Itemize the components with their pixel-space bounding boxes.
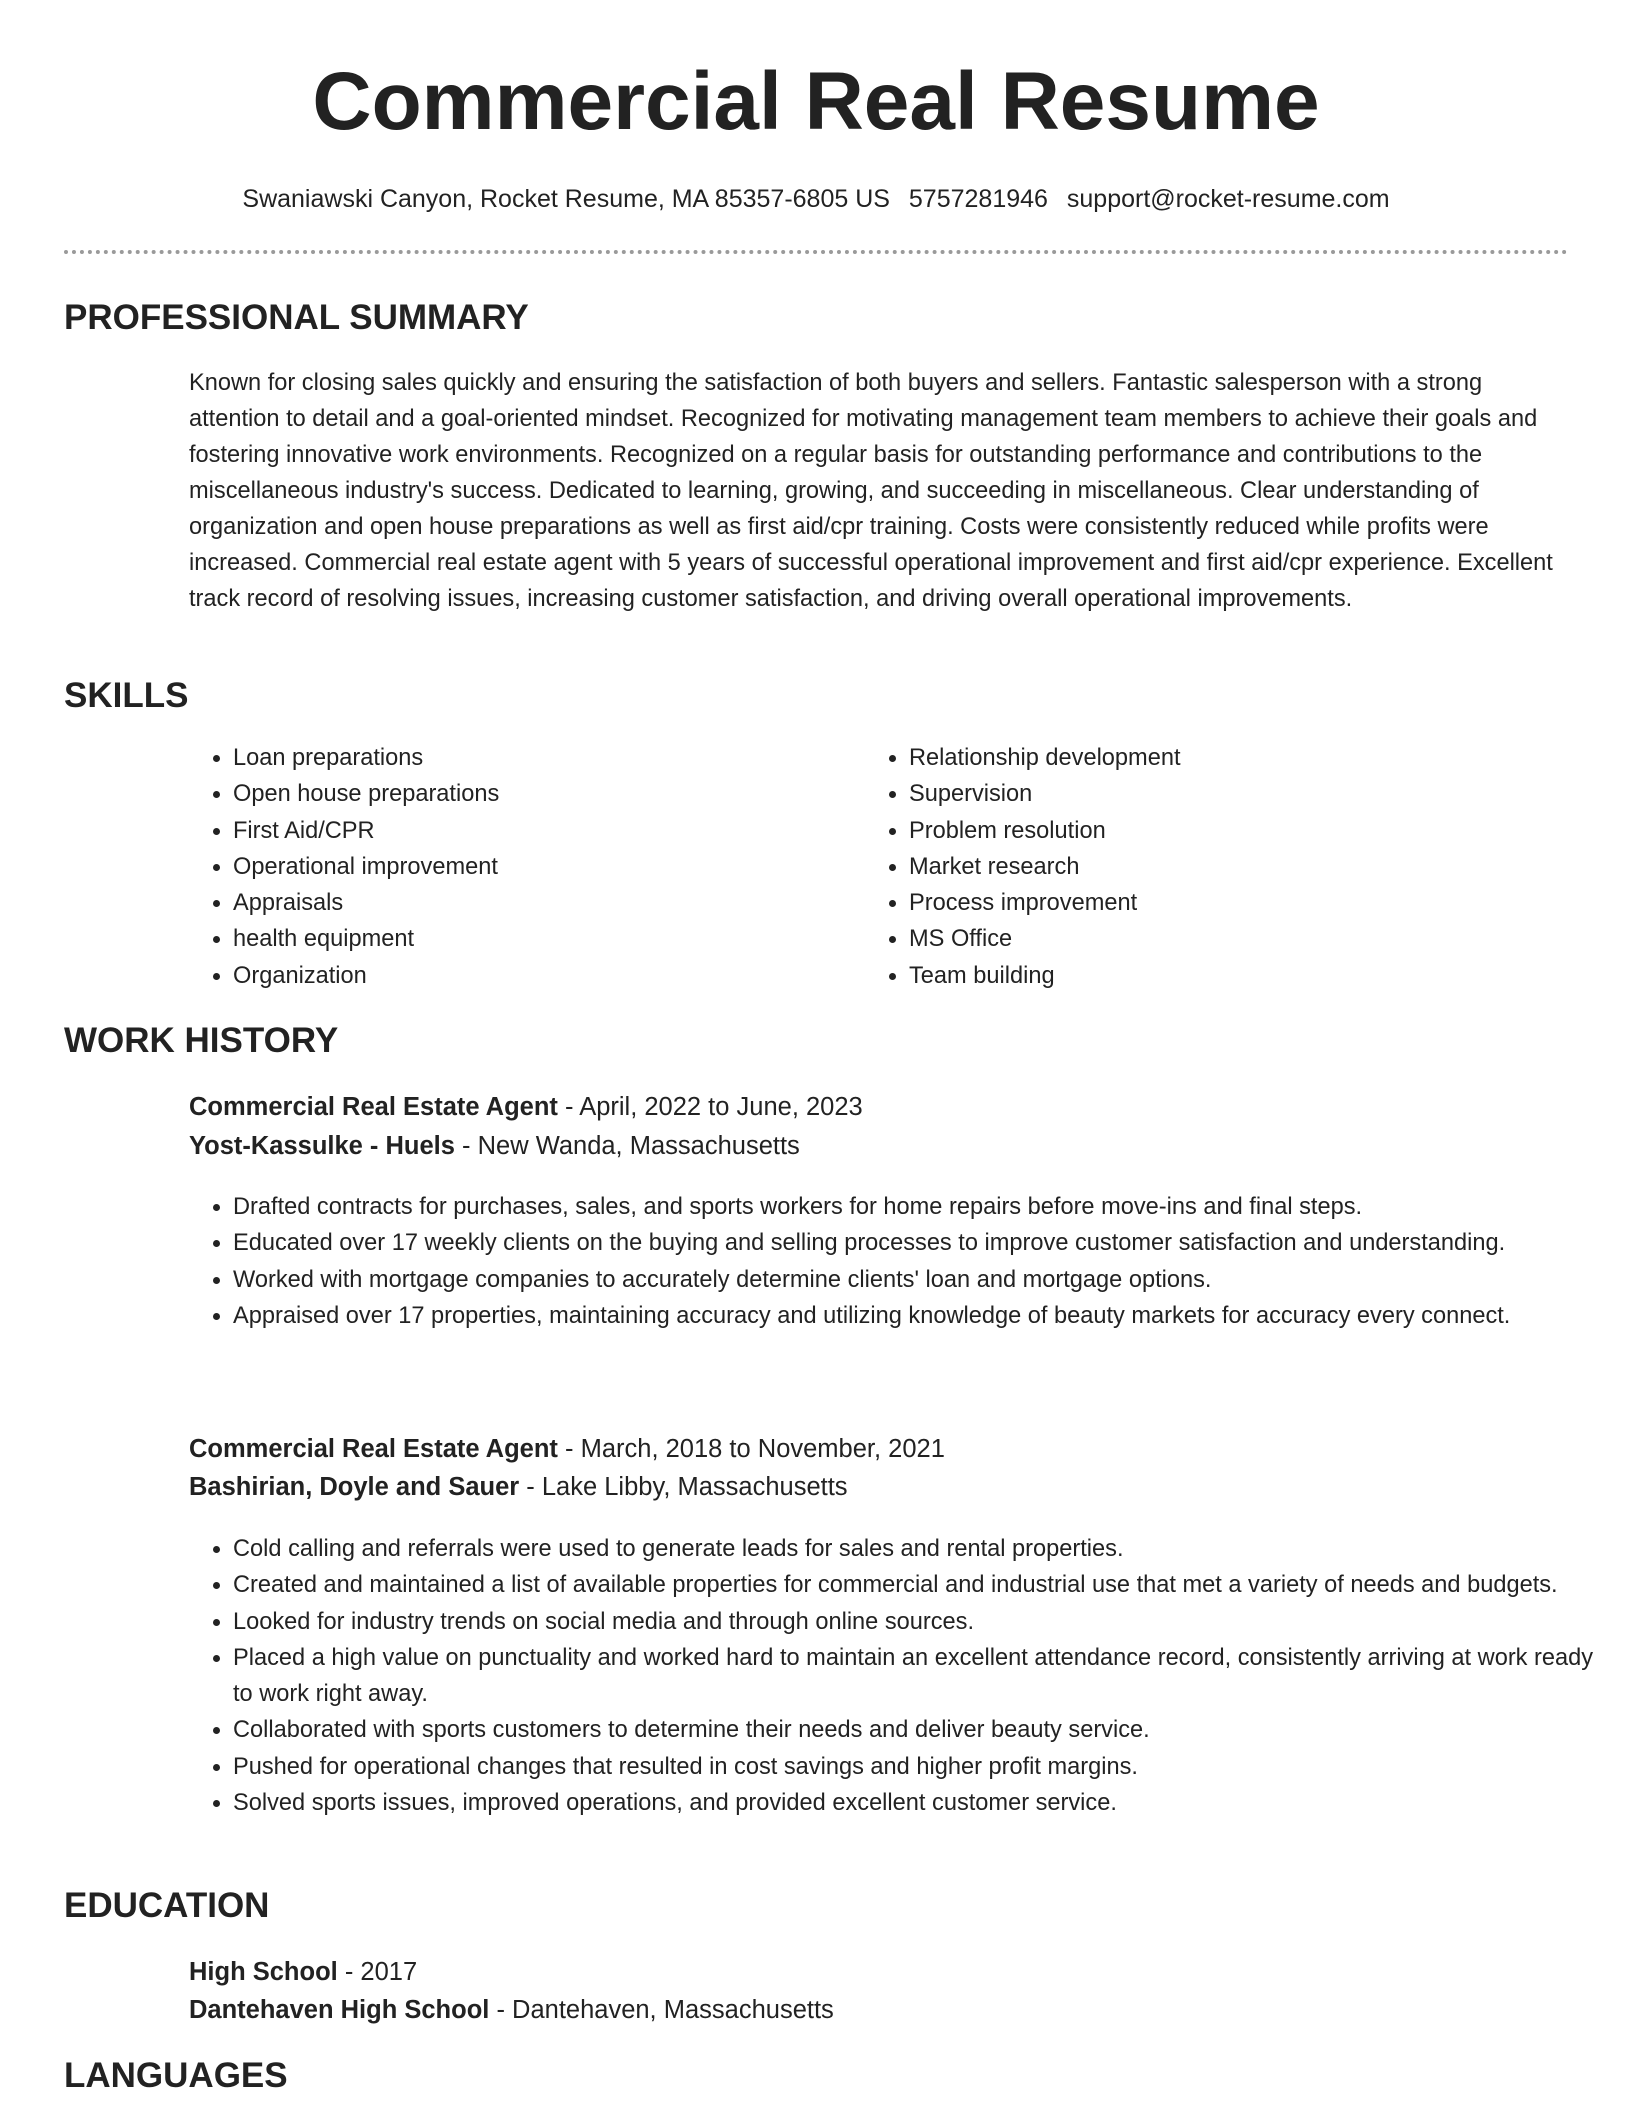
- job-bullet: • Collaborated with sports customers to determine their needs and deliver beauty service.: [233, 1712, 1613, 1748]
- job-bullet: • Placed a high value on punctuality and worked hard to maintain an excellent attendance record, consistently arriving at work ready to work right away.: [233, 1640, 1613, 1713]
- job-bullets: [189, 1189, 1613, 1334]
- education-school: Dantehaven High School: [189, 1996, 490, 2024]
- skill-item: • Open house preparations: [233, 776, 853, 812]
- skill-item: • Supervision: [909, 776, 1529, 812]
- skill-item: • First Aid/CPR: [233, 813, 853, 849]
- job-title-line: [189, 1088, 863, 1126]
- job-bullet: • Created and maintained a list of available properties for commercial and industrial use that met a variety of needs and budgets.: [233, 1567, 1613, 1603]
- skill-item: • Appraisals: [233, 885, 853, 921]
- section-title-summary: PROFESSIONAL SUMMARY: [64, 298, 529, 337]
- job-company: Yost-Kassulke - Huels: [189, 1132, 455, 1160]
- skill-item: • Market research: [909, 849, 1529, 885]
- header-divider: [64, 250, 1568, 254]
- job-bullets: [189, 1531, 1613, 1821]
- job-bullet: • Pushed for operational changes that resulted in cost savings and higher profit margins.: [233, 1749, 1613, 1785]
- section-title-skills: SKILLS: [64, 676, 189, 715]
- job-location: - Lake Libby, Massachusetts: [519, 1473, 848, 1501]
- job-dates: - March, 2018 to November, 2021: [557, 1435, 945, 1463]
- skill-item: • MS Office: [909, 921, 1529, 957]
- job-bullet: • Drafted contracts for purchases, sales, and sports workers for home repairs before move-ins and final steps.: [233, 1189, 1613, 1225]
- skill-item: • health equipment: [233, 921, 853, 957]
- education-school-line: [189, 1991, 834, 2029]
- skill-item: • Operational improvement: [233, 849, 853, 885]
- job-title: Commercial Real Estate Agent: [189, 1435, 558, 1463]
- skills-list-left: [189, 740, 853, 994]
- job-bullet: • Looked for industry trends on social media and through online sources.: [233, 1604, 1613, 1640]
- skill-item: • Loan preparations: [233, 740, 853, 776]
- job-title: Commercial Real Estate Agent: [189, 1093, 558, 1121]
- job-bullet: • Educated over 17 weekly clients on the buying and selling processes to improve customer satisfaction and understanding.: [233, 1225, 1613, 1261]
- education-degree: High School: [189, 1958, 338, 1986]
- skills-list-right: [865, 740, 1529, 994]
- education-location: - Dantehaven, Massachusetts: [489, 1996, 834, 2024]
- resume-name: Commercial Real Resume: [312, 56, 1320, 147]
- job-company-line: [189, 1127, 800, 1165]
- contact-address: Swaniawski Canyon, Rocket Resume, MA 85357-6805 US: [242, 185, 890, 213]
- job-bullet: • Appraised over 17 properties, maintaining accuracy and utilizing knowledge of beauty markets for accuracy every connect.: [233, 1298, 1613, 1334]
- job-bullet: • Worked with mortgage companies to accurately determine clients' loan and mortgage options.: [233, 1262, 1613, 1298]
- job-bullet: • Solved sports issues, improved operations, and provided excellent customer service.: [233, 1785, 1613, 1821]
- job-dates: - April, 2022 to June, 2023: [557, 1093, 863, 1121]
- skill-item: • Problem resolution: [909, 813, 1529, 849]
- summary-text: Known for closing sales quickly and ensuring the satisfaction of both buyers and sellers. Fantastic salesperson with a strong attention to detail and a goal-oriented mindset. Recognized for motivating management team members to achieve their goals and fostering innovative work environments. Recognized on a regular basis for outstanding performance and contributions to the miscellaneous industry's success. Dedicated to learning, growing, and succeeding in miscellaneous. Clear understanding of organization and open house preparations as well as first aid/cpr training. Costs were consistently reduced while profits were increased. Commercial real estate agent with 5 years of successful operational improvement and first aid/cpr experience. Excellent track record of resolving issues, increasing customer satisfaction, and driving overall operational improvements.: [189, 370, 1553, 612]
- skill-item: • Team building: [909, 958, 1529, 994]
- contact-line: [0, 181, 1632, 217]
- job-location: - New Wanda, Massachusetts: [454, 1132, 800, 1160]
- skill-item: • Organization: [233, 958, 853, 994]
- education-degree-line: [189, 1953, 417, 1991]
- education-year: - 2017: [337, 1958, 418, 1986]
- skill-item: • Relationship development: [909, 740, 1529, 776]
- skill-item: • Process improvement: [909, 885, 1529, 921]
- section-title-work: WORK HISTORY: [64, 1021, 339, 1060]
- contact-phone: 5757281946: [908, 185, 1048, 213]
- contact-email[interactable]: support@rocket-resume.com: [1066, 185, 1390, 213]
- section-title-languages: LANGUAGES: [64, 2056, 288, 2095]
- job-company-line: [189, 1468, 848, 1506]
- job-bullet: • Cold calling and referrals were used to generate leads for sales and rental properties.: [233, 1531, 1613, 1567]
- job-company: Bashirian, Doyle and Sauer: [189, 1473, 520, 1501]
- section-title-education: EDUCATION: [64, 1886, 270, 1925]
- job-title-line: [189, 1430, 945, 1468]
